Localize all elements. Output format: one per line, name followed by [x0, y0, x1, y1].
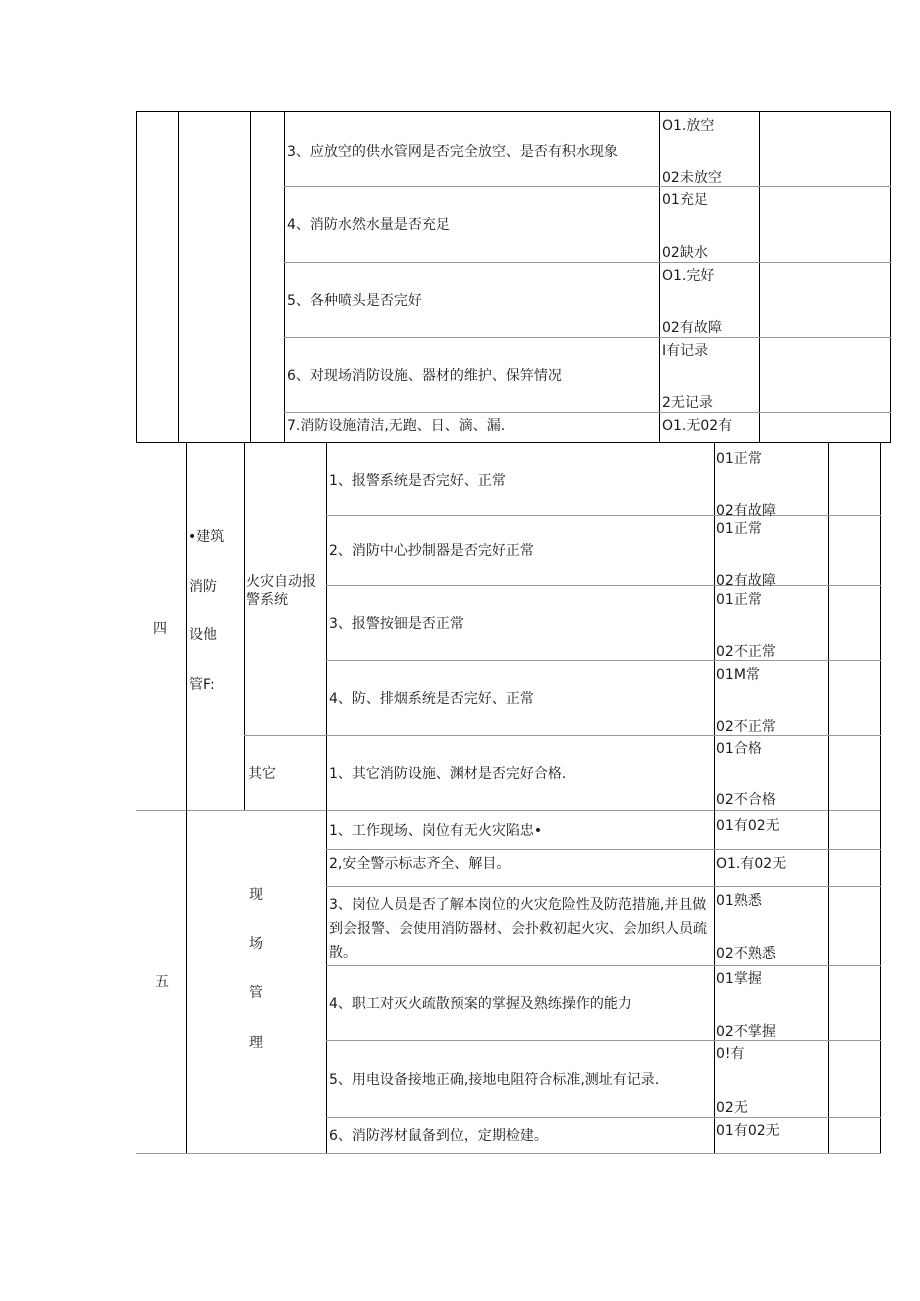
table-row-item: 6、消防涔材鼠备到位，定期检建。 — [329, 1128, 548, 1144]
option-one: O1.无02有 — [662, 418, 733, 434]
option-two: 02未放空 — [662, 170, 722, 186]
section-number: 五 — [155, 974, 169, 990]
subcategory-label: 火灾自动报警系统 — [246, 574, 316, 608]
table-row-item: 5、各种喷头是否完好 — [287, 293, 422, 309]
col-divider — [828, 443, 829, 810]
col-divider — [284, 111, 285, 443]
table-border-right — [890, 111, 891, 443]
row-divider — [326, 886, 881, 887]
row-divider — [284, 262, 891, 263]
row-divider — [326, 660, 881, 661]
section-divider — [136, 810, 881, 811]
option-one: I有记录 — [662, 343, 709, 359]
option-one: 01充足 — [662, 192, 708, 208]
option-two: 02有故障 — [662, 320, 722, 336]
table-row-item: 1、工作现场、岗位有无火灾陷忠• — [329, 823, 543, 839]
table-row-item: 4、职工对灭火疏散预案的掌握及熟练操作的能力 — [329, 996, 632, 1012]
option-one: 01M常 — [716, 667, 760, 683]
row-divider — [326, 849, 881, 850]
option-one: 01掌握 — [716, 971, 762, 987]
option-one: 01正常 — [716, 451, 762, 467]
option-two: 02有故障 — [716, 573, 776, 589]
row-divider — [284, 186, 891, 187]
col-divider — [828, 810, 829, 1153]
option-two: 02不正常 — [716, 719, 776, 735]
col-divider — [714, 810, 715, 1153]
option-one: 0!有 — [716, 1046, 745, 1062]
option-one: 01有02无 — [716, 818, 780, 834]
option-two: 02不正常 — [716, 644, 776, 660]
category-label: 消防 — [189, 579, 217, 595]
row-divider — [326, 965, 881, 966]
table-row-item: 2,安全警示标志齐全、解目。 — [329, 856, 511, 872]
option-one: 01正常 — [716, 521, 762, 537]
table-row-item: 6、对现场消防设施、器材的维护、保笄情况 — [287, 368, 562, 384]
table-row-item: 3、应放空的供水管网是否完全放空、是否有积水现象 — [287, 144, 618, 160]
col-divider — [759, 111, 760, 443]
col-divider — [659, 111, 660, 443]
option-two: 02不熟悉 — [716, 946, 776, 962]
row-divider — [244, 735, 881, 736]
option-one: O1.放空 — [662, 118, 715, 134]
table-row-item: 5、用电设备接地正确,接地电阻符合标准,测址有记录. — [329, 1072, 660, 1088]
category-label: 设他 — [189, 627, 217, 643]
row-divider — [326, 1117, 881, 1118]
option-two: 02不合格 — [716, 792, 776, 808]
subcategory-label: 其它 — [248, 766, 276, 782]
col-divider — [244, 443, 245, 810]
col-divider — [178, 111, 179, 443]
category-label: 理 — [249, 1035, 263, 1051]
category-label: •建筑 — [188, 529, 225, 545]
option-two: 02无 — [716, 1100, 748, 1116]
col-divider — [250, 111, 251, 443]
row-divider — [284, 412, 891, 413]
row-divider — [326, 515, 881, 516]
option-one: 01合格 — [716, 741, 762, 757]
option-one: O1.完好 — [662, 268, 715, 284]
option-two: 02缺水 — [662, 245, 708, 261]
option-two: 02有故障 — [716, 503, 776, 519]
section-number: 四 — [153, 621, 167, 637]
row-divider — [326, 1040, 881, 1041]
category-label: 管 — [249, 985, 263, 1001]
category-label: 管F: — [189, 677, 215, 693]
row-divider — [284, 337, 891, 338]
table-row-item: 4、防、排烟系统是否完好、正常 — [329, 691, 534, 707]
category-label: 现 — [249, 887, 263, 903]
table-row-item: 2、消防中心抄制器是否完好正常 — [329, 543, 534, 559]
table-row-item: 1、报警系统是否完好、正常 — [329, 473, 506, 489]
col-divider — [714, 443, 715, 810]
col-divider — [136, 111, 137, 443]
table-row-item: 3、岗位人员是否了解本岗位的火灾危险性及防范措施,并且做到会报警、会使用消防器材、会扑救初起火灾、会加织人员疏散。 — [329, 897, 707, 961]
table-border-bottom — [136, 1153, 881, 1154]
option-one: 01正常 — [716, 592, 762, 608]
col-divider — [186, 443, 187, 810]
table-row-item: 4、消防水然水量是否充足 — [287, 217, 450, 233]
table-row-item: 1、其它消防设施、渊材是否完好合格. — [329, 766, 567, 782]
table-row-item: 3、报警按钿是否正常 — [329, 616, 464, 632]
option-two: 2无记录 — [662, 395, 713, 411]
option-two: 02不掌握 — [716, 1024, 776, 1040]
table-row-item: 7.消防设施清洁,无跑、日、滴、漏. — [287, 418, 506, 434]
col-divider — [186, 810, 187, 1153]
category-label: 场 — [249, 936, 263, 952]
option-one: 01有02无 — [716, 1123, 780, 1139]
col-divider — [326, 810, 327, 1153]
col-divider — [326, 443, 327, 810]
table-border-right — [880, 443, 881, 810]
table-border-right — [880, 810, 881, 1153]
option-one: 01熟悉 — [716, 893, 762, 909]
option-one: O1.有02无 — [716, 856, 787, 872]
row-divider — [326, 585, 881, 586]
